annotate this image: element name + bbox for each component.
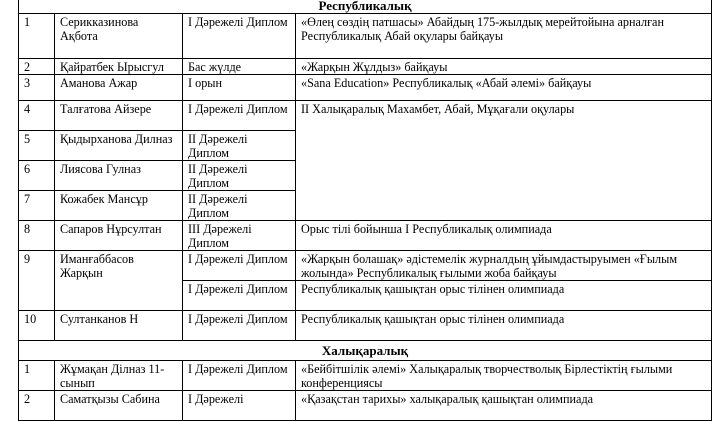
student-name: Лиясова Гулназ: [55, 161, 183, 191]
award-level: ІІ Дәрежелі Диплом: [183, 191, 296, 221]
table-row: [19, 251, 712, 281]
awards-table: [18, 0, 712, 421]
table-row: [19, 391, 712, 421]
student-name: Султанканов Н: [55, 311, 183, 341]
student-name: Сапаров Нұрсултан: [55, 221, 183, 251]
row-number: 2: [19, 59, 55, 75]
row-number: 4: [19, 101, 55, 131]
student-name: Саматқызы Сабина: [55, 391, 183, 421]
award-level: І орын: [183, 75, 296, 101]
row-number: 10: [19, 311, 55, 341]
section-title-republican: Республикалық: [19, 0, 712, 14]
award-level: Бас жүлде: [183, 59, 296, 75]
section-title-international: Халықаралық: [19, 341, 712, 361]
table-row: [19, 311, 712, 341]
row-number: 1: [19, 361, 55, 391]
row-number: 8: [19, 221, 55, 251]
event-title: «Өлең сөздің патшасы» Абайдың 175-жылдық мерейтойына арналған Республикалық Абай оқулары байқауы: [296, 14, 712, 59]
table-row: [19, 75, 712, 101]
row-number: 9: [19, 251, 55, 311]
student-name: Жұмақан Ділназ 11-сынып: [55, 361, 183, 391]
student-name: Иманғаббасов Жарқын: [55, 251, 183, 311]
event-title: «Sana Education» Республикалық «Абай әлемі» байқауы: [296, 75, 712, 101]
award-level: ІІ Дәрежелі Диплом: [183, 161, 296, 191]
award-level: ІІ Дәрежелі Диплом: [183, 131, 296, 161]
award-level: І Дәрежелі Диплом: [183, 361, 296, 391]
row-number: 1: [19, 14, 55, 59]
student-name: Қайратбек Ырысгул: [55, 59, 183, 75]
row-number: 2: [19, 391, 55, 421]
event-title: Республикалық қашықтан орыс тілінен олимпиада: [296, 281, 712, 311]
award-level: І Дәрежелі Диплом: [183, 101, 296, 131]
section-header-row: [19, 0, 712, 14]
award-level: І Дәрежелі Диплом: [183, 281, 296, 311]
award-level: І Дәрежелі Диплом: [183, 251, 296, 281]
event-title: «Жарқын Жұлдыз» байқауы: [296, 59, 712, 75]
section-header-row: [19, 341, 712, 361]
student-name: Аманова Ажар: [55, 75, 183, 101]
student-name: Қыдырханова Дилназ: [55, 131, 183, 161]
event-title: «Қазақстан тарихы» халықаралық қашықтан олимпиада: [296, 391, 712, 421]
student-name: Кожабек Мансұр: [55, 191, 183, 221]
table-row: [19, 101, 712, 131]
award-level: І Дәрежелі Диплом: [183, 311, 296, 341]
award-level: І Дәрежелі Диплом: [183, 14, 296, 59]
student-name: Талғатова Айзере: [55, 101, 183, 131]
award-level: І Дәрежелі: [183, 391, 296, 421]
table-row: [19, 59, 712, 75]
table-row: [19, 14, 712, 59]
row-number: 7: [19, 191, 55, 221]
event-title: «Бейбітшілік әлемі» Халықаралық творчестволық Бірлестіктің ғылыми конференциясы: [296, 361, 712, 391]
event-title: Республикалық қашықтан орыс тілінен олимпиада: [296, 311, 712, 341]
student-name: Серикказинова Ақбота: [55, 14, 183, 59]
row-number: 6: [19, 161, 55, 191]
row-number: 3: [19, 75, 55, 101]
award-level: ІІІ Дәрежелі Диплом: [183, 221, 296, 251]
event-title: Орыс тілі бойынша І Республикалық олимпиада: [296, 221, 712, 251]
table-row: [19, 221, 712, 251]
table-row: [19, 361, 712, 391]
event-title: ІІ Халықаралық Махамбет, Абай, Мұқағали оқулары: [296, 101, 712, 221]
event-title: «Жарқын болашақ» әдістемелік журналдың ұйымдастыруымен «Ғылым жолында» Республикалық ғылыми жоба байқауы: [296, 251, 712, 281]
row-number: 5: [19, 131, 55, 161]
